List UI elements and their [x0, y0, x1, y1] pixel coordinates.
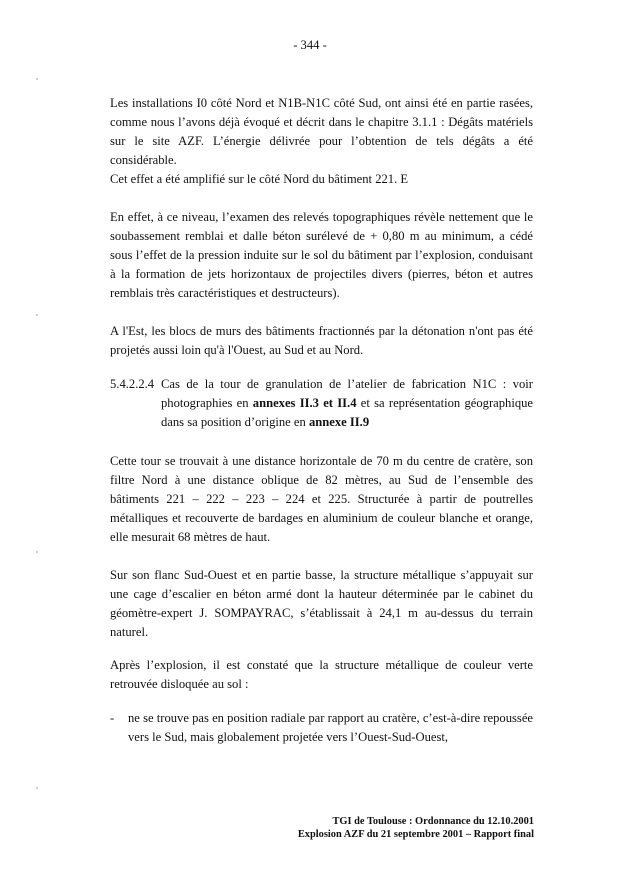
paragraph-stair-cage: [110, 566, 533, 642]
paragraph-after-explosion: [110, 656, 533, 694]
margin-mark: [36, 314, 38, 316]
text-line: soubassement remblai et dalle béton surélevé de + 0,80 m au minimum, a cédé: [110, 229, 533, 243]
text-line: sur le site AZF. L’énergie délivrée pour l’obtention de tels dégâts a été: [110, 134, 533, 148]
paragraph-tower-description: [110, 452, 533, 547]
text-line: En effet, à ce niveau, l’examen des relevés topographiques révèle nettement que le: [110, 210, 533, 224]
margin-mark: [36, 787, 38, 789]
margin-mark: [36, 78, 38, 80]
footer-line: Explosion AZF du 21 septembre 2001 – Rapport final: [297, 829, 534, 840]
section-title: [161, 375, 533, 432]
text-line: métalliques et recouverte de bardages en aluminium de couleur blanche et orange,: [110, 511, 533, 525]
annex-reference: annexe II.9: [308, 415, 370, 429]
paragraph-east-blocks: [110, 322, 533, 360]
text-line: sous l’effet de la pression induite sur le sol du bâtiment par l’explosion, conduisant: [110, 248, 533, 262]
text-line: Cet effet a été amplifié sur le côté Nord du bâtiment 221. E: [110, 172, 409, 186]
text-run: et sa représentation géographique: [356, 396, 534, 410]
text-line: Les installations I0 côté Nord et N1B-N1C côté Sud, ont ainsi été en partie rasées,: [110, 96, 533, 110]
text-line: naturel.: [110, 625, 149, 639]
text-line: retrouvée disloquée au sol :: [110, 677, 249, 691]
bullet-item: [128, 709, 533, 747]
text-line: ne se trouve pas en position radiale par rapport au cratère, c’est-à-dire repoussée: [128, 711, 533, 725]
bullet-dash: -: [110, 711, 115, 725]
text-line: [161, 413, 533, 432]
text-line: projetés aussi loin qu'à l'Ouest, au Sud et au Nord.: [110, 343, 364, 357]
text-line: vers le Sud, mais globalement projetée vers l’Ouest-Sud-Ouest,: [128, 730, 449, 744]
text-line: à la formation de jets horizontaux de projectiles divers (pierres, béton et autres: [110, 267, 533, 281]
page-footer: [298, 815, 534, 841]
text-line: Sur son flanc Sud-Ouest et en partie basse, la structure métallique s’appuyait sur: [110, 568, 533, 582]
text-line: géomètre-expert J. SOMPAYRAC, s’établissait à 24,1 m au-dessus du terrain: [110, 606, 533, 620]
paragraph-installations: [110, 94, 533, 189]
text-line: A l'Est, les blocs de murs des bâtiments fractionnés par la détonation n'ont pas été: [110, 324, 533, 338]
annex-reference: annexes II.3 et II.4: [252, 396, 357, 410]
text-line: filtre Nord à une distance oblique de 82 mètres, au Sud de l’ensemble des: [110, 473, 533, 487]
text-line: [161, 394, 533, 413]
margin-mark: [36, 551, 38, 553]
text-line: Cette tour se trouvait à une distance horizontale de 70 m du centre de cratère, son: [110, 454, 533, 468]
text-line: elle mesurait 68 mètres de haut.: [110, 530, 271, 544]
text-line: comme nous l’avons déjà évoqué et décrit dans le chapitre 3.1.1 : Dégâts matériels: [110, 115, 533, 129]
footer-line: TGI de Toulouse : Ordonnance du 12.10.2001: [332, 816, 534, 827]
paragraph-topographic: [110, 208, 533, 303]
text-line: remblais très caractéristiques et destructeurs).: [110, 286, 340, 300]
page-number: - 344 -: [293, 38, 327, 52]
text-line: Cas de la tour de granulation de l’atelier de fabrication N1C : voir: [161, 377, 533, 391]
section-number: 5.4.2.2.4: [110, 377, 155, 391]
text-line: une cage d’escalier en béton armé dont la hauteur déterminée par le cabinet du: [110, 587, 533, 601]
text-line: considérable.: [110, 153, 177, 167]
text-line: Après l’explosion, il est constaté que la structure métallique de couleur verte: [110, 658, 533, 672]
text-run: photographies en: [161, 396, 253, 410]
text-run: dans sa position d’origine en: [161, 415, 309, 429]
text-line: bâtiments 221 – 222 – 223 – 224 et 225. Structurée à partir de poutrelles: [110, 492, 533, 506]
